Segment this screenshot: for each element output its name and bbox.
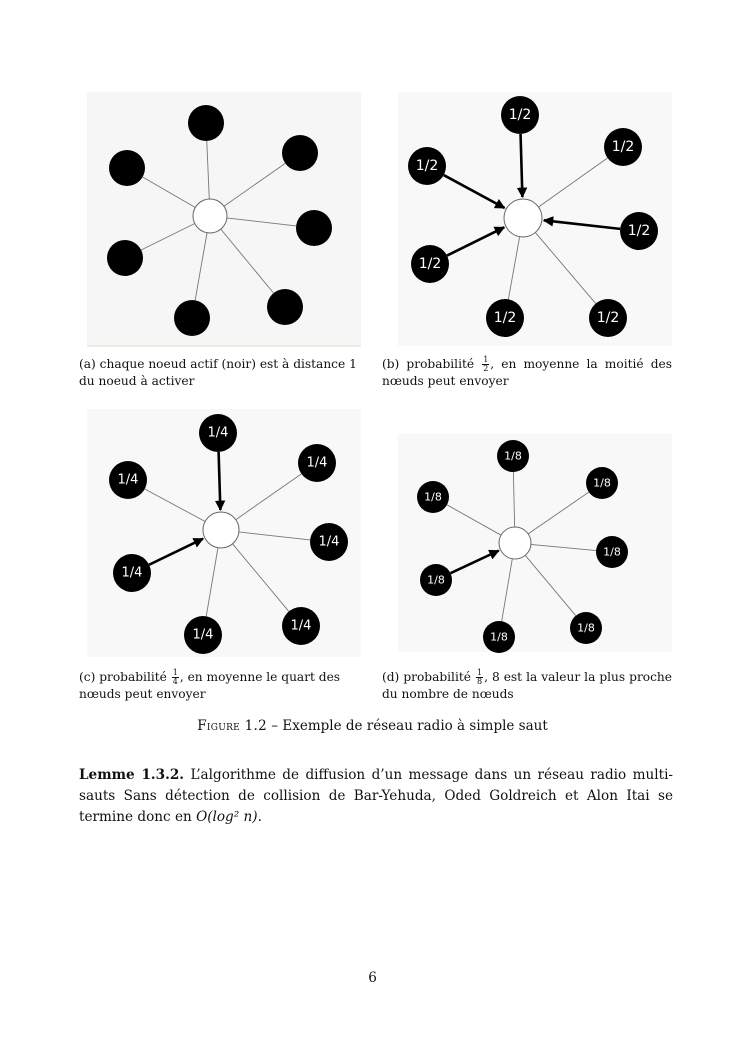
figure-caption bbox=[0, 718, 745, 734]
fraction-numerator: 1 bbox=[483, 355, 489, 364]
active-node bbox=[188, 105, 224, 141]
node-probability-label: 1/8 bbox=[603, 545, 621, 559]
active-node-circle bbox=[107, 240, 143, 276]
active-node-circle bbox=[282, 135, 318, 171]
caption-b-prefix: (b) probabilité bbox=[382, 357, 475, 371]
node-probability-label: 1/2 bbox=[418, 256, 442, 272]
node-probability-label: 1/4 bbox=[192, 627, 214, 643]
center-node bbox=[504, 199, 542, 237]
fraction-numerator: 1 bbox=[476, 668, 483, 677]
node-probability-label: 1/8 bbox=[593, 476, 611, 490]
active-node bbox=[589, 299, 627, 337]
node-probability-label: 1/8 bbox=[427, 573, 445, 587]
figure-c-star-network bbox=[79, 405, 369, 660]
caption-a-text: (a) chaque noeud actif (noir) est à distance 1 du noeud à activer bbox=[79, 357, 357, 388]
caption-b-fraction bbox=[482, 356, 489, 373]
active-node bbox=[501, 96, 539, 134]
active-node bbox=[109, 150, 145, 186]
active-node bbox=[497, 440, 529, 472]
active-node bbox=[417, 481, 449, 513]
fraction-numerator: 1 bbox=[172, 668, 178, 677]
node-probability-label: 1/8 bbox=[504, 449, 522, 463]
figure-d-star-network bbox=[390, 430, 680, 655]
active-node bbox=[420, 564, 452, 596]
figure-b-star-network bbox=[390, 88, 680, 348]
active-node-circle bbox=[267, 289, 303, 325]
active-node bbox=[620, 212, 658, 250]
active-node bbox=[298, 444, 336, 482]
node-probability-label: 1/2 bbox=[596, 310, 620, 326]
active-node bbox=[107, 240, 143, 276]
lemma-text: L’algorithme de diffusion d’un message dans un réseau radio multi-sauts Sans détection de collision de Bar-Yehuda, Oded Goldreich et Alon Itai se termine donc en bbox=[79, 767, 674, 825]
transmission-arrow bbox=[219, 452, 221, 510]
active-node-circle bbox=[188, 105, 224, 141]
node-probability-label: 1/4 bbox=[121, 565, 143, 581]
node-probability-label: 1/2 bbox=[611, 139, 635, 155]
node-probability-label: 1/4 bbox=[318, 534, 340, 550]
active-node-circle bbox=[296, 210, 332, 246]
fraction-denominator: 8 bbox=[476, 677, 483, 686]
node-probability-label: 1/8 bbox=[424, 490, 442, 504]
center-node bbox=[499, 527, 531, 559]
active-node bbox=[174, 300, 210, 336]
caption-a bbox=[79, 356, 369, 390]
caption-c-prefix: (c) probabilité bbox=[79, 670, 167, 684]
active-node bbox=[296, 210, 332, 246]
page-number: 6 bbox=[368, 970, 377, 986]
lemma-complexity: O(log² n) bbox=[196, 809, 258, 825]
caption-b bbox=[382, 356, 672, 390]
caption-c bbox=[79, 669, 369, 703]
caption-d-fraction bbox=[476, 669, 483, 686]
active-node bbox=[184, 616, 222, 654]
active-node bbox=[267, 289, 303, 325]
active-node bbox=[483, 621, 515, 653]
active-node bbox=[570, 612, 602, 644]
fraction-denominator: 4 bbox=[172, 677, 178, 686]
center-node bbox=[203, 512, 239, 548]
figure-a-star-network bbox=[79, 88, 369, 348]
fraction-denominator: 2 bbox=[483, 364, 489, 373]
node-probability-label: 1/4 bbox=[207, 425, 229, 441]
active-node bbox=[310, 523, 348, 561]
active-node bbox=[604, 128, 642, 166]
node-probability-label: 1/2 bbox=[508, 107, 532, 123]
node-probability-label: 1/8 bbox=[577, 621, 595, 635]
active-node bbox=[282, 607, 320, 645]
node-probability-label: 1/4 bbox=[290, 618, 312, 634]
active-node bbox=[199, 414, 237, 452]
node-probability-label: 1/2 bbox=[493, 310, 517, 326]
lemma-paragraph bbox=[79, 765, 673, 828]
caption-d bbox=[382, 669, 672, 703]
transmission-arrow bbox=[521, 134, 523, 197]
active-node bbox=[408, 147, 446, 185]
active-node bbox=[596, 536, 628, 568]
caption-d-suffix: , 8 est la valeur la plus proche du nombre de nœuds bbox=[382, 670, 672, 701]
figure-d-background bbox=[398, 434, 672, 652]
node-probability-label: 1/8 bbox=[490, 630, 508, 644]
caption-c-suffix: , en moyenne le quart des nœuds peut envoyer bbox=[79, 670, 341, 701]
caption-c-fraction bbox=[172, 669, 179, 686]
active-node bbox=[109, 461, 147, 499]
active-node bbox=[411, 245, 449, 283]
node-probability-label: 1/2 bbox=[627, 223, 651, 239]
active-node bbox=[113, 554, 151, 592]
figure-caption-separator: – bbox=[267, 718, 283, 734]
active-node bbox=[486, 299, 524, 337]
figure-caption-text: Exemple de réseau radio à simple saut bbox=[282, 718, 548, 734]
center-node bbox=[193, 199, 227, 233]
active-node-circle bbox=[109, 150, 145, 186]
caption-b-suffix: , en moyenne la moitié des nœuds peut envoyer bbox=[382, 357, 672, 388]
active-node bbox=[586, 467, 618, 499]
active-node-circle bbox=[174, 300, 210, 336]
active-node bbox=[282, 135, 318, 171]
node-probability-label: 1/4 bbox=[306, 455, 328, 471]
lemma-end: . bbox=[257, 809, 262, 825]
caption-d-prefix: (d) probabilité bbox=[382, 670, 471, 684]
lemma-label: Lemme 1.3.2. bbox=[79, 767, 185, 783]
node-probability-label: 1/4 bbox=[117, 472, 139, 488]
figure-label: Figure 1.2 bbox=[197, 718, 268, 734]
node-probability-label: 1/2 bbox=[415, 158, 439, 174]
